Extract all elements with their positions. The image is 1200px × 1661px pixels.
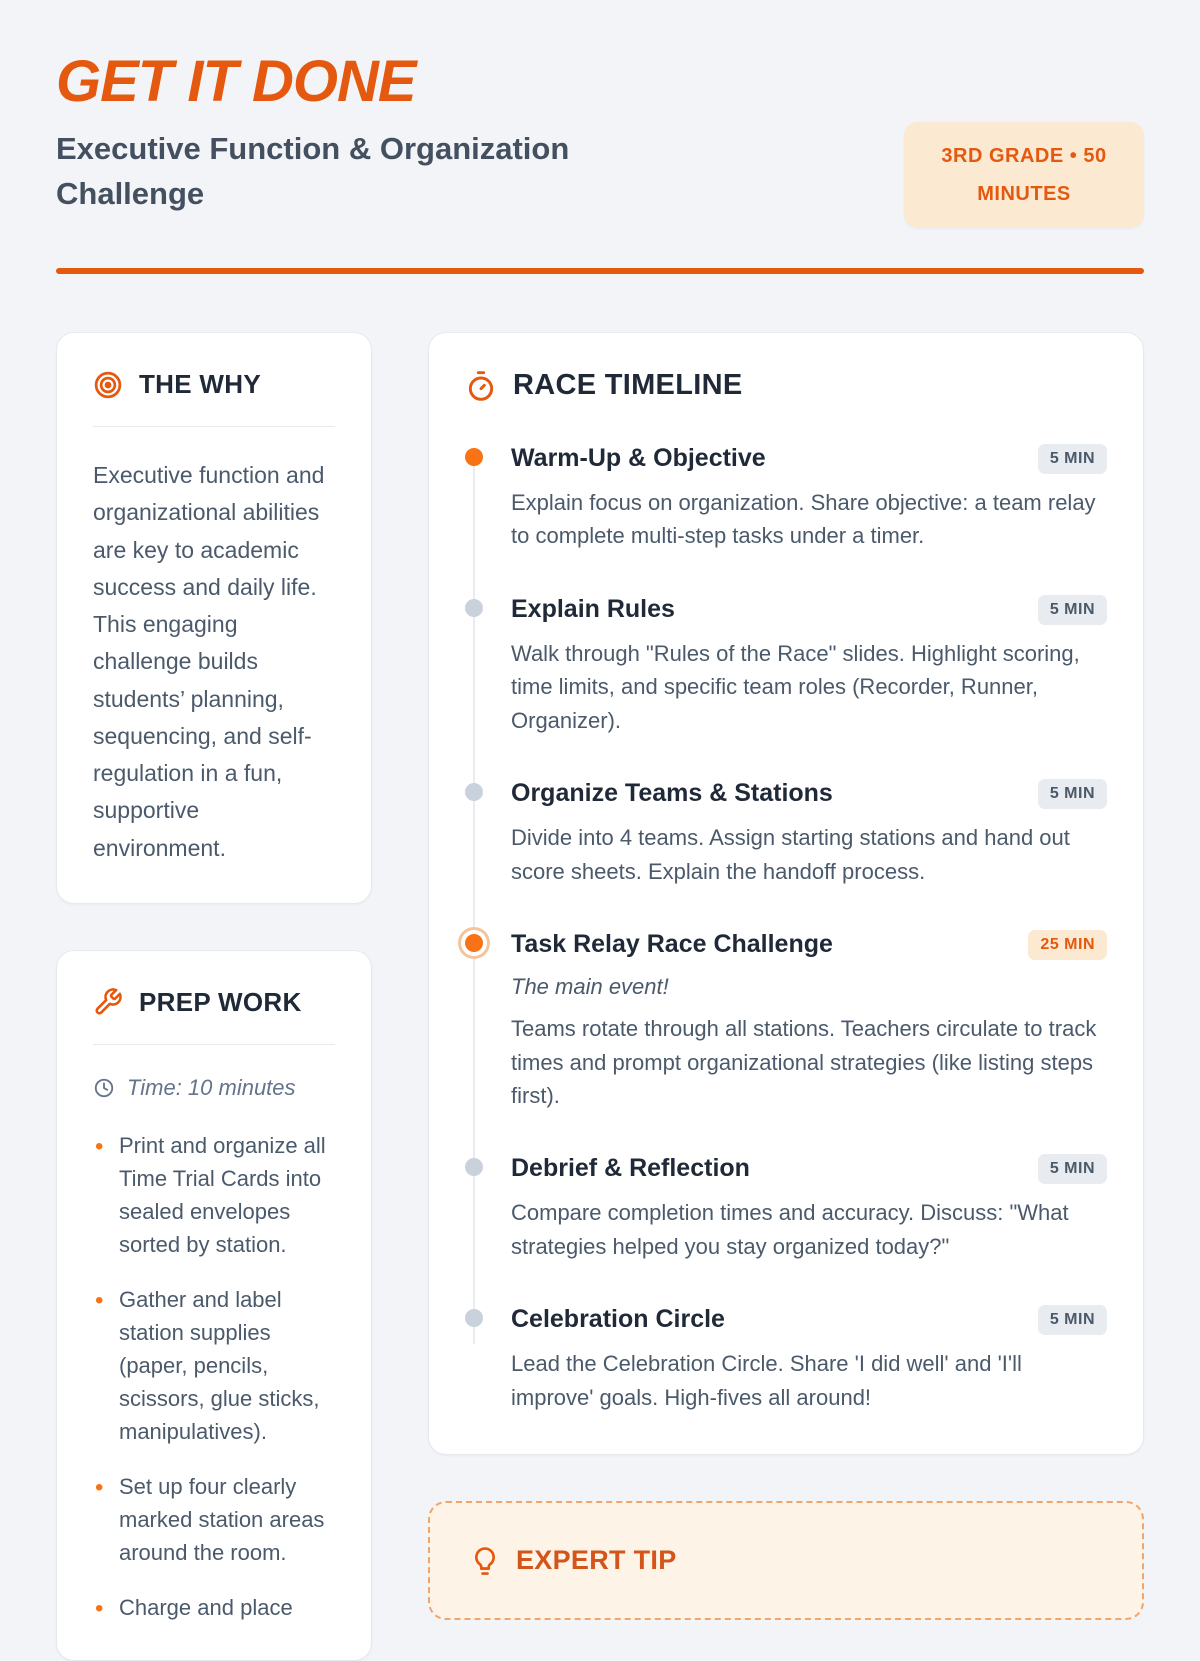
step-duration-badge: 5 MIN	[1038, 1154, 1107, 1184]
why-card-title: THE WHY	[139, 369, 261, 399]
expert-tip-card	[428, 1501, 1144, 1620]
step-header	[511, 1305, 1107, 1335]
step-description: Divide into 4 teams. Assign starting stations and hand out score sheets. Explain the handoff process.	[511, 825, 1070, 884]
timeline-card-title: RACE TIMELINE	[513, 369, 743, 401]
prep-item: • Charge and place	[93, 1591, 335, 1624]
timeline-card	[428, 332, 1144, 1455]
timeline-card-header	[465, 369, 1107, 402]
why-header-divider	[93, 426, 335, 427]
timeline-step	[465, 444, 1107, 553]
timeline-dot	[465, 1158, 483, 1176]
header-divider	[56, 268, 1144, 274]
step-duration-badge: 5 MIN	[1038, 595, 1107, 625]
prep-time-row	[93, 1075, 335, 1101]
page-header	[56, 49, 1144, 228]
timeline-step-main-event	[465, 930, 1107, 1112]
timeline-step	[465, 595, 1107, 737]
why-card	[56, 332, 372, 904]
prep-header-divider	[93, 1044, 335, 1045]
why-body-text: Executive function and organizational abilities are key to academic success and daily life. This engaging challenge builds students’ planning, sequencing, and self-regulation in a fun, supportive environment.	[93, 462, 325, 861]
prep-item: • Set up four clearly marked station areas around the room.	[93, 1470, 335, 1569]
step-duration-badge: 5 MIN	[1038, 444, 1107, 474]
prep-checklist	[93, 1129, 335, 1624]
left-column	[56, 332, 372, 1661]
timeline-dot-highlight	[465, 934, 483, 952]
timeline-dot	[465, 783, 483, 801]
step-duration-badge-orange: 25 MIN	[1028, 930, 1107, 960]
step-header	[511, 930, 1107, 960]
why-card-header	[93, 369, 335, 400]
step-header	[511, 1154, 1107, 1184]
step-tagline: The main event!	[511, 974, 669, 1000]
tip-card-title: EXPERT TIP	[516, 1545, 677, 1576]
stopwatch-icon	[465, 370, 497, 402]
step-title: Task Relay Race Challenge	[511, 930, 833, 959]
step-duration-badge: 5 MIN	[1038, 779, 1107, 809]
step-title: Organize Teams & Stations	[511, 779, 833, 808]
clock-icon	[93, 1077, 115, 1099]
prep-card-title: PREP WORK	[139, 986, 302, 1017]
step-header	[511, 779, 1107, 809]
step-title: Warm-Up & Objective	[511, 444, 766, 472]
prep-card-header	[93, 987, 335, 1018]
header-titles	[56, 49, 656, 217]
timeline-step	[465, 779, 1107, 888]
step-description: Lead the Celebration Circle. Share 'I did well' and 'I'll improve' goals. High-fives all around!	[511, 1351, 1022, 1410]
step-description: Explain focus on organization. Share objective: a team relay to complete multi-step tasks under a timer.	[511, 490, 1096, 549]
step-title: Explain Rules	[511, 594, 675, 623]
timeline-step	[465, 1305, 1107, 1414]
step-duration-badge: 5 MIN	[1038, 1305, 1107, 1335]
step-description: Compare completion times and accuracy. Discuss: "What strategies helped you stay organized today?"	[511, 1200, 1069, 1259]
prep-item: • Print and organize all Time Trial Cards into sealed envelopes sorted by station.	[93, 1129, 335, 1261]
step-description: Walk through "Rules of the Race" slides. Highlight scoring, time limits, and specific team roles (Recorder, Runner, Organizer).	[511, 640, 1080, 733]
step-header	[511, 595, 1107, 625]
timeline-dot-active	[465, 448, 483, 466]
content-grid	[56, 332, 1144, 1661]
right-column	[428, 332, 1144, 1620]
logo-title: GET IT DONE	[56, 49, 416, 114]
grade-duration-badge: 3RD GRADE • 50 MINUTES	[904, 122, 1144, 228]
step-title: Celebration Circle	[511, 1305, 725, 1334]
prep-time-label: Time: 10 minutes	[127, 1074, 296, 1100]
timeline-step	[465, 1154, 1107, 1263]
timeline-dot	[465, 599, 483, 617]
target-icon	[93, 370, 123, 400]
page-subtitle: Executive Function & Organization Challenge	[56, 130, 570, 211]
tip-card-header	[470, 1545, 1102, 1576]
step-header	[511, 444, 1107, 474]
timeline-steps	[465, 444, 1107, 1414]
lightbulb-icon	[470, 1546, 500, 1576]
prep-card	[56, 950, 372, 1661]
wrench-icon	[93, 987, 123, 1017]
timeline-dot	[465, 1309, 483, 1327]
step-description: Teams rotate through all stations. Teachers circulate to track times and prompt organizational strategies (like listing steps first).	[511, 1016, 1097, 1108]
step-title: Debrief & Reflection	[511, 1154, 750, 1183]
prep-item: • Gather and label station supplies (paper, pencils, scissors, glue sticks, manipulatives).	[93, 1283, 335, 1448]
